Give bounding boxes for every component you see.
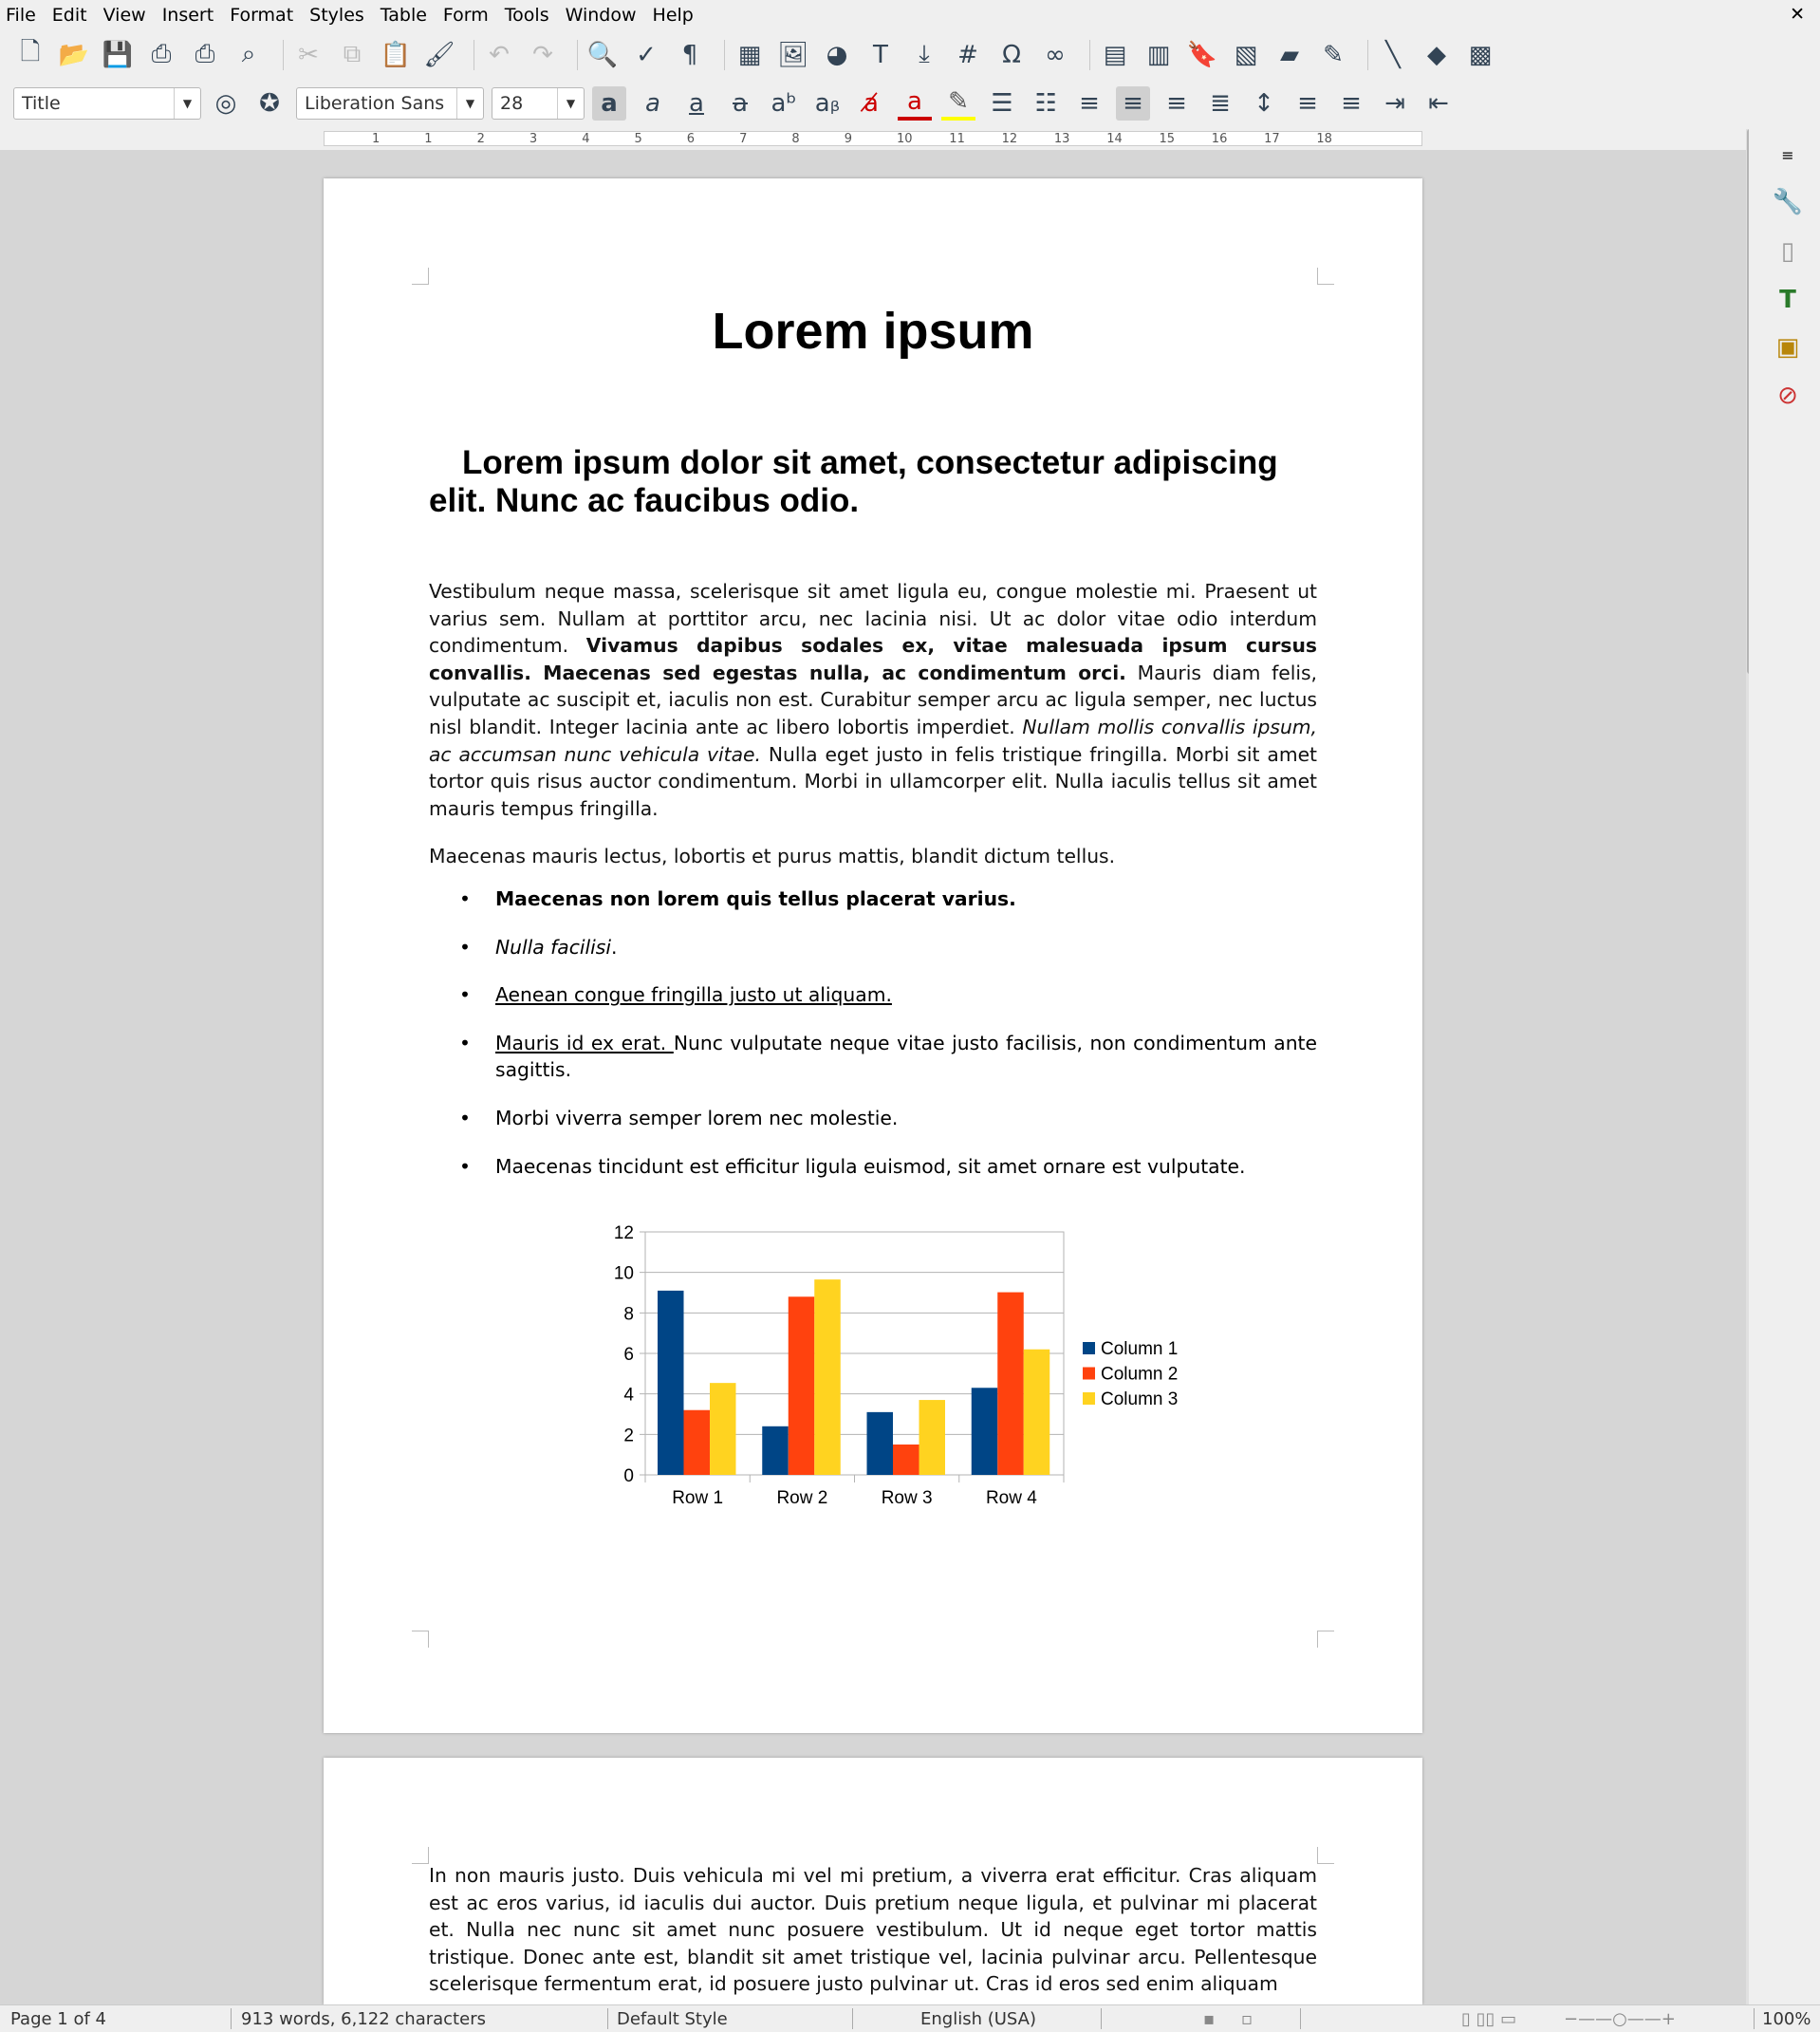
paste-icon[interactable]: 📋: [380, 40, 412, 69]
x-tick-label: Row 3: [881, 1488, 933, 1508]
document-heading: Lorem ipsum dolor sit amet, consectetur adipiscing elit. Nunc ac faucibus odio.: [429, 444, 1278, 519]
y-tick-label: 2: [623, 1426, 634, 1446]
word-count[interactable]: 913 words, 6,122 characters: [241, 2009, 486, 2029]
align-left-icon[interactable]: ≡: [1079, 89, 1100, 118]
print-icon[interactable]: ⎙: [195, 40, 215, 68]
ruler-tick: 15: [1159, 132, 1176, 146]
line-spacing-icon[interactable]: ↕: [1254, 89, 1274, 118]
page-count[interactable]: Page 1 of 4: [10, 2009, 106, 2029]
bullet-list: [429, 886, 1317, 1201]
sidebar: [1749, 127, 1820, 2004]
ruler-tick: 2: [476, 132, 485, 146]
styles-icon[interactable]: T: [1779, 286, 1796, 314]
y-tick-label: 6: [623, 1345, 634, 1365]
shapes-icon[interactable]: ◆: [1427, 40, 1446, 69]
x-tick-label: Row 4: [985, 1488, 1037, 1508]
selection-mode-icon[interactable]: ▪: [1203, 2009, 1216, 2029]
bar-column-2-row-1: [684, 1410, 711, 1475]
ruler-area: [0, 127, 1749, 150]
legend-swatch: [1083, 1392, 1095, 1405]
close-document-icon[interactable]: ✕: [1790, 4, 1805, 25]
ruler-tick: 3: [529, 132, 538, 146]
document-canvas: [0, 150, 1749, 2004]
legend-swatch: [1083, 1342, 1095, 1354]
bookmark-icon[interactable]: 🔖: [1186, 40, 1218, 69]
ruler-tick: 1: [372, 132, 381, 146]
font-name-combo[interactable]: [296, 87, 484, 120]
y-tick-label: 10: [613, 1263, 634, 1284]
menu-insert[interactable]: Insert: [161, 4, 214, 26]
ruler-tick: 18: [1316, 132, 1332, 146]
zoom-slider[interactable]: −——○——+: [1564, 2009, 1676, 2029]
align-right-icon[interactable]: ≡: [1166, 89, 1187, 118]
ruler-tick: 1: [424, 132, 433, 146]
paragraph-style-value: Title: [22, 93, 61, 114]
increase-paragraph-spacing-icon[interactable]: ≡: [1297, 89, 1318, 118]
draw-functions-icon[interactable]: ▩: [1468, 40, 1493, 69]
undo-icon[interactable]: ↶: [489, 40, 510, 69]
page-icon[interactable]: ▯: [1780, 237, 1795, 266]
underline-icon[interactable]: a: [689, 89, 704, 118]
align-center-icon[interactable]: ≡: [1116, 86, 1150, 121]
highlight-icon[interactable]: ✎: [941, 86, 975, 121]
bar-chart[interactable]: [594, 1203, 1179, 1517]
menu-edit[interactable]: Edit: [51, 4, 87, 26]
superscript-icon[interactable]: aᵇ: [771, 89, 797, 118]
paragraph-1: Vestibulum neque massa, scelerisque sit amet ligula eu, congue molestie mi. Praesent ut varius sem. Nullam at porttitor arcu, nec lacinia nisi. Ut ac dolor vitae odio interdum condimentum. Vivamus dapibus sodales ex, vitae malesuada ipsum cursus convallis. Maecenas sed egestas nulla, ac condimentum orci. Mauris diam felis, vulputate ac suscipit et, iaculis non est. Curabitur semper arcu ac ligula semper, nec luctus nisl blandit. Integer lacinia ante ac libero lobortis imperdiet. Nullam mollis convallis ipsum, ac accumsan nunc vehicula vitae. Nulla eget justo in felis tristique fringilla. Morbi sit amet tortor quis risus auctor condimentum. Morbi in ullamcorper elit. Nulla iaculis tellus sit amet mauris tempus fringilla.: [429, 580, 1318, 820]
special-character-icon[interactable]: Ω: [1002, 40, 1021, 69]
endnote-icon[interactable]: ▥: [1146, 40, 1171, 69]
redo-icon[interactable]: ↷: [532, 40, 553, 69]
decrease-indent-icon[interactable]: ⇤: [1428, 89, 1449, 118]
page-1: [324, 178, 1422, 1733]
strikethrough-icon[interactable]: a: [733, 89, 748, 118]
list-item: • Maecenas non lorem quis tellus placerat varius.: [429, 886, 1317, 913]
numbered-list-icon[interactable]: ☷: [1034, 89, 1057, 118]
save-icon[interactable]: 💾: [102, 40, 134, 69]
bar-column-1-row-2: [762, 1426, 789, 1475]
menu-format[interactable]: Format: [230, 4, 294, 26]
ruler-tick: 14: [1106, 132, 1123, 146]
paragraph-2: Maecenas mauris lectus, lobortis et purus mattis, blandit dictum tellus.: [429, 845, 1116, 867]
decrease-paragraph-spacing-icon[interactable]: ≡: [1341, 89, 1362, 118]
chevron-down-icon[interactable]: ▼: [174, 88, 200, 119]
comment-icon[interactable]: ▰: [1280, 40, 1299, 69]
bold-icon[interactable]: a: [592, 86, 626, 121]
chevron-down-icon[interactable]: ▼: [557, 88, 584, 119]
field-icon[interactable]: #: [957, 40, 978, 69]
legend-label: Column 3: [1101, 1389, 1179, 1409]
sidebar-menu-icon[interactable]: ≡: [1781, 145, 1794, 164]
standard-toolbar: [0, 29, 1820, 80]
y-tick-label: 0: [623, 1466, 634, 1486]
clone-format-icon[interactable]: 🖌: [423, 40, 455, 69]
image-icon[interactable]: 🖼: [777, 40, 809, 69]
textbox-icon[interactable]: T: [873, 40, 888, 69]
x-tick-label: Row 1: [672, 1488, 724, 1508]
horizontal-ruler[interactable]: [324, 131, 1422, 146]
view-layout-icons[interactable]: ▯ ▯▯ ▭: [1461, 2009, 1517, 2029]
ruler-tick: 10: [897, 132, 913, 146]
page-style[interactable]: Default Style: [617, 2009, 728, 2029]
ruler-tick: 16: [1211, 132, 1228, 146]
export-pdf-icon[interactable]: ⎙: [151, 40, 172, 68]
list-item: • Mauris id ex erat. Nunc vulputate neque vitae justo facilisis, non condimentum ante sagittis.: [429, 1030, 1317, 1084]
list-item: • Nulla facilisi.: [429, 934, 1317, 961]
legend-label: Column 1: [1101, 1339, 1179, 1359]
bar-column-3-row-1: [710, 1383, 736, 1475]
formatting-toolbar: [0, 80, 1820, 127]
navigator-icon[interactable]: ⊘: [1777, 382, 1798, 410]
ruler-tick: 12: [1001, 132, 1018, 146]
menu-table[interactable]: Table: [380, 4, 427, 26]
chevron-down-icon[interactable]: ▼: [456, 88, 483, 119]
menu-form[interactable]: Form: [442, 4, 489, 26]
bar-column-3-row-4: [1024, 1350, 1050, 1475]
ruler-tick: 17: [1264, 132, 1280, 146]
menu-bar: [0, 0, 1820, 29]
properties-icon[interactable]: 🔧: [1772, 188, 1804, 216]
legend-label: Column 2: [1101, 1364, 1179, 1385]
menu-tools[interactable]: Tools: [504, 4, 549, 26]
formatting-marks-icon[interactable]: ¶: [681, 40, 698, 69]
justify-icon[interactable]: ≣: [1210, 89, 1231, 118]
ruler-tick: 8: [791, 132, 800, 146]
bar-column-3-row-3: [919, 1400, 946, 1475]
list-item: • Maecenas tincidunt est efficitur ligula euismod, sit amet ornare est vulputate.: [429, 1153, 1317, 1181]
bar-column-1-row-4: [972, 1388, 998, 1475]
legend-swatch: [1083, 1368, 1095, 1380]
spelling-icon[interactable]: ✓: [636, 40, 657, 69]
update-style-icon[interactable]: ◎: [214, 89, 237, 118]
y-tick-label: 12: [613, 1223, 634, 1243]
font-name-value: Liberation Sans: [305, 93, 445, 114]
footnote-icon[interactable]: ▤: [1103, 40, 1127, 69]
page-2: [324, 1758, 1422, 2004]
increase-indent-icon[interactable]: ⇥: [1384, 89, 1405, 118]
open-icon[interactable]: 📂: [58, 40, 90, 69]
clear-formatting-icon[interactable]: a̸: [864, 89, 879, 118]
ruler-tick: 4: [582, 132, 590, 146]
table-icon[interactable]: ▦: [737, 40, 762, 69]
menu-view[interactable]: View: [102, 4, 146, 26]
zoom-level[interactable]: 100%: [1762, 2009, 1811, 2029]
bar-column-1-row-1: [658, 1291, 684, 1475]
bar-column-2-row-4: [997, 1293, 1024, 1475]
italic-icon[interactable]: a: [645, 89, 660, 118]
cross-reference-icon[interactable]: ▧: [1234, 40, 1258, 69]
x-tick-label: Row 2: [776, 1488, 828, 1508]
bar-column-2-row-2: [789, 1296, 815, 1475]
menu-styles[interactable]: Styles: [309, 4, 364, 26]
find-replace-icon[interactable]: 🔍: [586, 40, 619, 69]
ruler-tick: 13: [1053, 132, 1070, 146]
bar-column-2-row-3: [893, 1445, 919, 1475]
new-style-icon[interactable]: ✪: [259, 89, 280, 118]
ruler-tick: 5: [634, 132, 642, 146]
page2-paragraph-1: In non mauris justo. Duis vehicula mi vel mi pretium, a viverra erat efficitur. Cras aliquam est ac eros varius, id iaculis dui auctor. Duis pretium neque ligula, et pulvinar mi placerat et. Nulla nec nunc sit amet nunc posuere vestibulum. Ut id neque eget tortor mattis tristique. Donec ante est, blandit sit amet tristique vel, lacinia pulvinar arcu. Pellentesque scelerisque fermentum erat, id posuere justo pulvinar ut. Cras id eros sed enim aliquam: [429, 1864, 1317, 1996]
menu-window[interactable]: Window: [565, 4, 637, 26]
language[interactable]: English (USA): [920, 2009, 1037, 2029]
copy-icon[interactable]: ⧉: [343, 40, 362, 68]
chart-icon[interactable]: ◕: [826, 40, 848, 69]
font-size-combo[interactable]: [492, 87, 585, 120]
gallery-icon[interactable]: ▣: [1775, 333, 1800, 362]
menu-file[interactable]: File: [6, 4, 36, 26]
menu-help[interactable]: Help: [652, 4, 694, 26]
document-modified-icon[interactable]: ▫: [1241, 2009, 1254, 2029]
subscript-icon[interactable]: aᵦ: [814, 89, 841, 118]
font-color-icon[interactable]: a: [898, 86, 932, 121]
bullet-list-icon[interactable]: ☰: [991, 89, 1013, 118]
print-preview-icon[interactable]: ⌕: [241, 40, 256, 68]
bar-column-1-row-3: [867, 1412, 894, 1475]
document-title: Lorem ipsum: [712, 303, 1034, 360]
ruler-tick: 11: [949, 132, 965, 146]
y-tick-label: 8: [623, 1304, 634, 1325]
list-item: • Aenean congue fringilla justo ut aliquam.: [429, 981, 1317, 1009]
hyperlink-icon[interactable]: ∞: [1045, 40, 1066, 69]
page-break-icon[interactable]: ⤓: [919, 40, 930, 68]
ruler-tick: 6: [686, 132, 696, 146]
font-size-value: 28: [500, 93, 524, 114]
track-changes-icon[interactable]: ✎: [1323, 40, 1344, 69]
ruler-tick: 9: [844, 132, 852, 146]
y-tick-label: 4: [623, 1385, 634, 1406]
cut-icon[interactable]: ✂: [298, 40, 319, 69]
ruler-tick: 7: [739, 132, 748, 146]
list-item: • Morbi viverra semper lorem nec molestie.: [429, 1105, 1317, 1132]
line-icon[interactable]: ╲: [1385, 40, 1401, 69]
status-bar: [0, 2004, 1820, 2032]
bar-column-3-row-2: [814, 1279, 841, 1475]
new-icon[interactable]: 🗋: [20, 37, 41, 66]
paragraph-style-combo[interactable]: [13, 87, 201, 120]
